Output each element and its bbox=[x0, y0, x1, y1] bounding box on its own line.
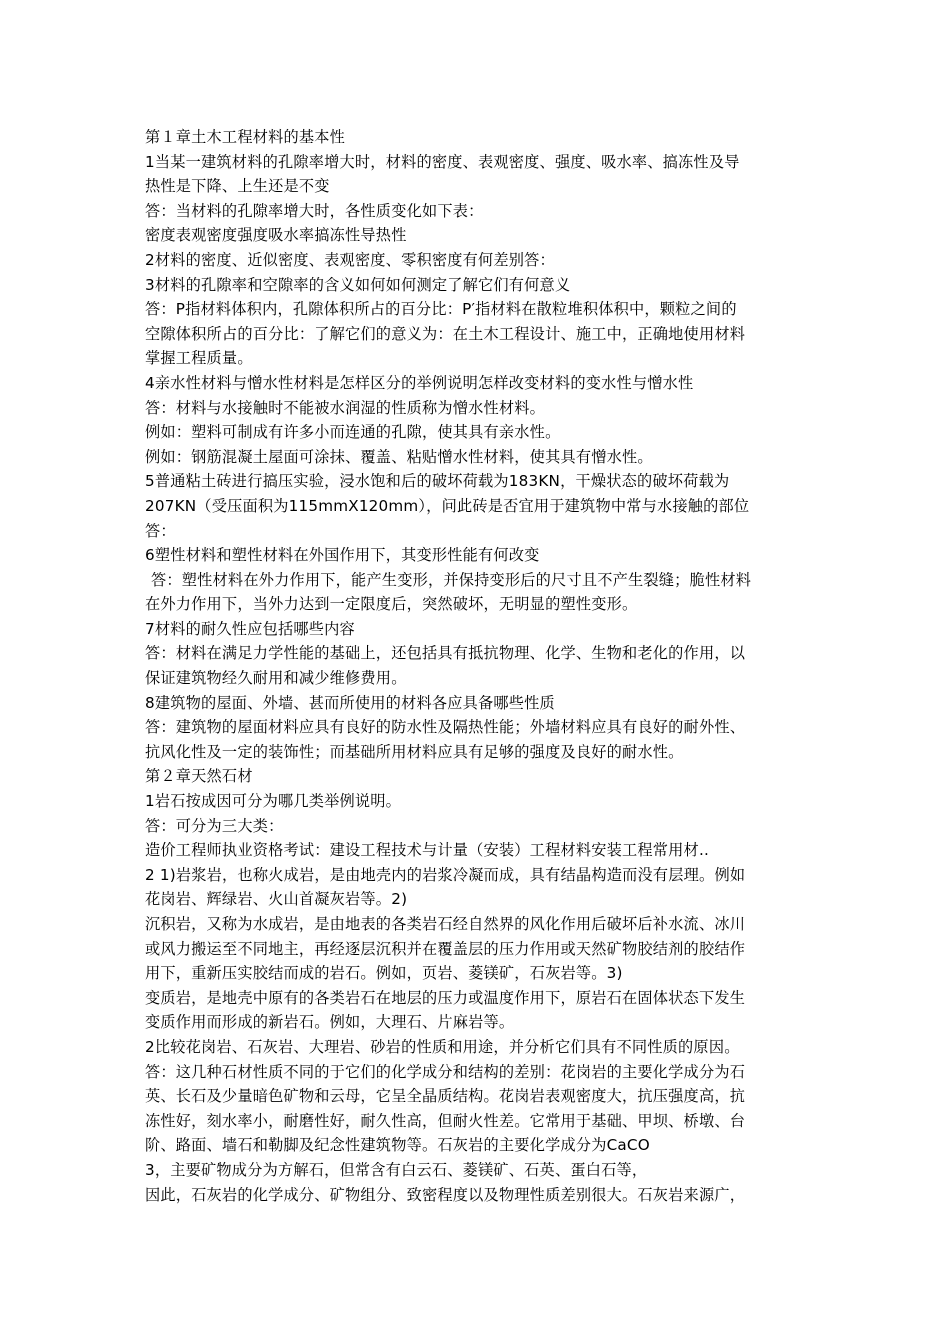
ch2-answer-2: 答：这几种石材性质不同的于它们的化学成分和结构的差别：花岗岩的主要化学成分为石 bbox=[145, 1062, 746, 1081]
answer-7-cont: 保证建筑物经久耐用和减少维修费用。 bbox=[145, 669, 407, 688]
answer-8-cont: 抗风化性及一定的装饰性；而基础所用材料应具有足够的强度及良好的耐水性。 bbox=[145, 742, 684, 761]
ch2-answer-1-metamorphic: 变质岩，是地壳中原有的各类岩石在地层的压力或温度作用下，原岩石在固体状态下发生 bbox=[145, 988, 746, 1007]
ch2-answer-1-sedimentary-cont: 用下，重新压实胶结而成的岩石。例如，页岩、菱镁矿，石灰岩等。3) bbox=[145, 964, 623, 983]
question-1-cont: 热性是下降、上生还是不变 bbox=[145, 177, 330, 196]
question-3: 3材料的孔隙率和空隙率的含义如何如何测定了解它们有何意义 bbox=[145, 275, 571, 294]
ch2-answer-1-igneous-cont: 花岗岩、辉绿岩、火山首凝灰岩等。2) bbox=[145, 890, 408, 909]
ch2-answer-2-cont: 英、长石及少量暗色矿物和云母，它呈全晶质结构。花岗岩表观密度大，抗压强度高，抗 bbox=[145, 1087, 746, 1106]
answer-4-example: 例如：钢筋混凝土屋面可涂抹、覆盖、粘贴憎水性材料，使其具有憎水性。 bbox=[145, 447, 653, 466]
question-4: 4亲水性材料与憎水性材料是怎样区分的举例说明怎样改变材料的变水性与憎水性 bbox=[145, 373, 694, 392]
ch2-question-2: 2比较花岗岩、石灰岩、大理岩、砂岩的性质和用途，并分析它们具有不同性质的原因。 bbox=[145, 1037, 740, 1056]
answer-3-cont: 空隙体积所占的百分比：了解它们的意义为：在土木工程设计、施工中，正确地使用材料 bbox=[145, 324, 746, 343]
ch2-answer-1-igneous: 2 1)岩浆岩，也称火成岩，是由地壳内的岩浆冷凝而成，具有结晶构造而没有层理。例如 bbox=[145, 865, 746, 884]
ch2-answer-1: 答：可分为三大类： bbox=[145, 816, 284, 835]
ch2-answer-2-cont: 3，主要矿物成分为方解石，但常含有白云石、菱镁矿、石英、蛋白石等， bbox=[145, 1160, 648, 1179]
question-7: 7材料的耐久性应包括哪些内容 bbox=[145, 619, 355, 638]
answer-1-table-header: 密度表观密度强度吸水率搞冻性导热性 bbox=[145, 226, 407, 245]
chapter-1-heading: 第１章土木工程材料的基本性 bbox=[145, 128, 346, 146]
ch2-answer-2-cont: 冻性好，刻水率小，耐磨性好，耐久性高，但耐火性差。它常用于基础、甲坝、桥墩、台 bbox=[145, 1111, 746, 1130]
ch2-answer-2-cont: 因此，石灰岩的化学成分、矿物组分、致密程度以及物理性质差别很大。石灰岩来源广， bbox=[145, 1185, 746, 1204]
answer-6-cont: 在外力作用下，当外力达到一定限度后，突然破坏，无明显的塑性变形。 bbox=[145, 595, 638, 614]
answer-6: 答：塑性材料在外力作用下，能产生变形，并保持变形后的尺寸且不产生裂缝；脆性材料 bbox=[151, 570, 752, 589]
answer-3-cont: 掌握工程质量。 bbox=[145, 349, 253, 368]
ch2-answer-2-cont: 阶、路面、墙石和勒脚及纪念性建筑物等。石灰岩的主要化学成分为CaCO bbox=[145, 1136, 650, 1155]
ch2-answer-1-sedimentary: 沉积岩，又称为水成岩，是由地表的各类岩石经自然界的风化作用后破坏后补水流、冰川 bbox=[145, 915, 746, 933]
question-8: 8建筑物的屋面、外墙、甚而所使用的材料各应具备哪些性质 bbox=[145, 693, 555, 712]
answer-4-example: 例如：塑料可制成有许多小而连通的孔隙，使其具有亲水性。 bbox=[145, 423, 561, 442]
chapter-2-heading: 第２章天然石材 bbox=[145, 767, 253, 786]
answer-5: 答： bbox=[145, 521, 176, 540]
question-1: 1当某一建筑材料的孔隙率增大时，材料的密度、表观密度、强度、吸水率、搞冻性及导 bbox=[145, 152, 740, 171]
ch2-answer-1-sedimentary-cont: 或风力搬运至不同地主，再经逐层沉积并在覆盖层的压力作用或天然矿物胶结剂的胶结作 bbox=[145, 939, 746, 958]
answer-1: 答：当材料的孔隙率增大时，各性质变化如下表： bbox=[145, 201, 484, 220]
ch2-answer-1-metamorphic-cont: 变质作用而形成的新岩石。例如，大理石、片麻岩等。 bbox=[145, 1013, 515, 1032]
question-5: 5普通粘土砖进行搞压实验，浸水饱和后的破坏荷载为183KN，干燥状态的破坏荷载为 bbox=[145, 472, 730, 491]
question-5-cont: 207KN（受压面积为115mmX120mm），问此砖是否宜用于建筑物中常与水接触的部位 bbox=[145, 496, 750, 515]
document-page bbox=[145, 125, 815, 1207]
ch2-question-1: 1岩石按成因可分为哪几类举例说明。 bbox=[145, 792, 402, 811]
answer-3: 答：P指材料体积内，孔隙体积所占的百分比：P′指材料在散粒堆积体积中，颗粒之间的 bbox=[145, 300, 737, 319]
answer-8: 答：建筑物的屋面材料应具有良好的防水性及隔热性能；外墙材料应具有良好的耐外性、 bbox=[145, 718, 746, 737]
answer-7: 答：材料在满足力学性能的基础上，还包括具有抵抗物理、化学、生物和老化的作用，以 bbox=[145, 644, 746, 663]
question-6: 6塑性材料和塑性材料在外国作用下，其变形性能有何改变 bbox=[145, 546, 540, 565]
question-2: 2材料的密度、近似密度、表观密度、零积密度有何差别答： bbox=[145, 250, 555, 269]
answer-4: 答：材料与水接触时不能被水润湿的性质称为憎水性材料。 bbox=[145, 398, 546, 417]
inserted-ad-line: 造价工程师执业资格考试：建设工程技术与计量（安装）工程材料安装工程常用材.. bbox=[145, 841, 710, 860]
